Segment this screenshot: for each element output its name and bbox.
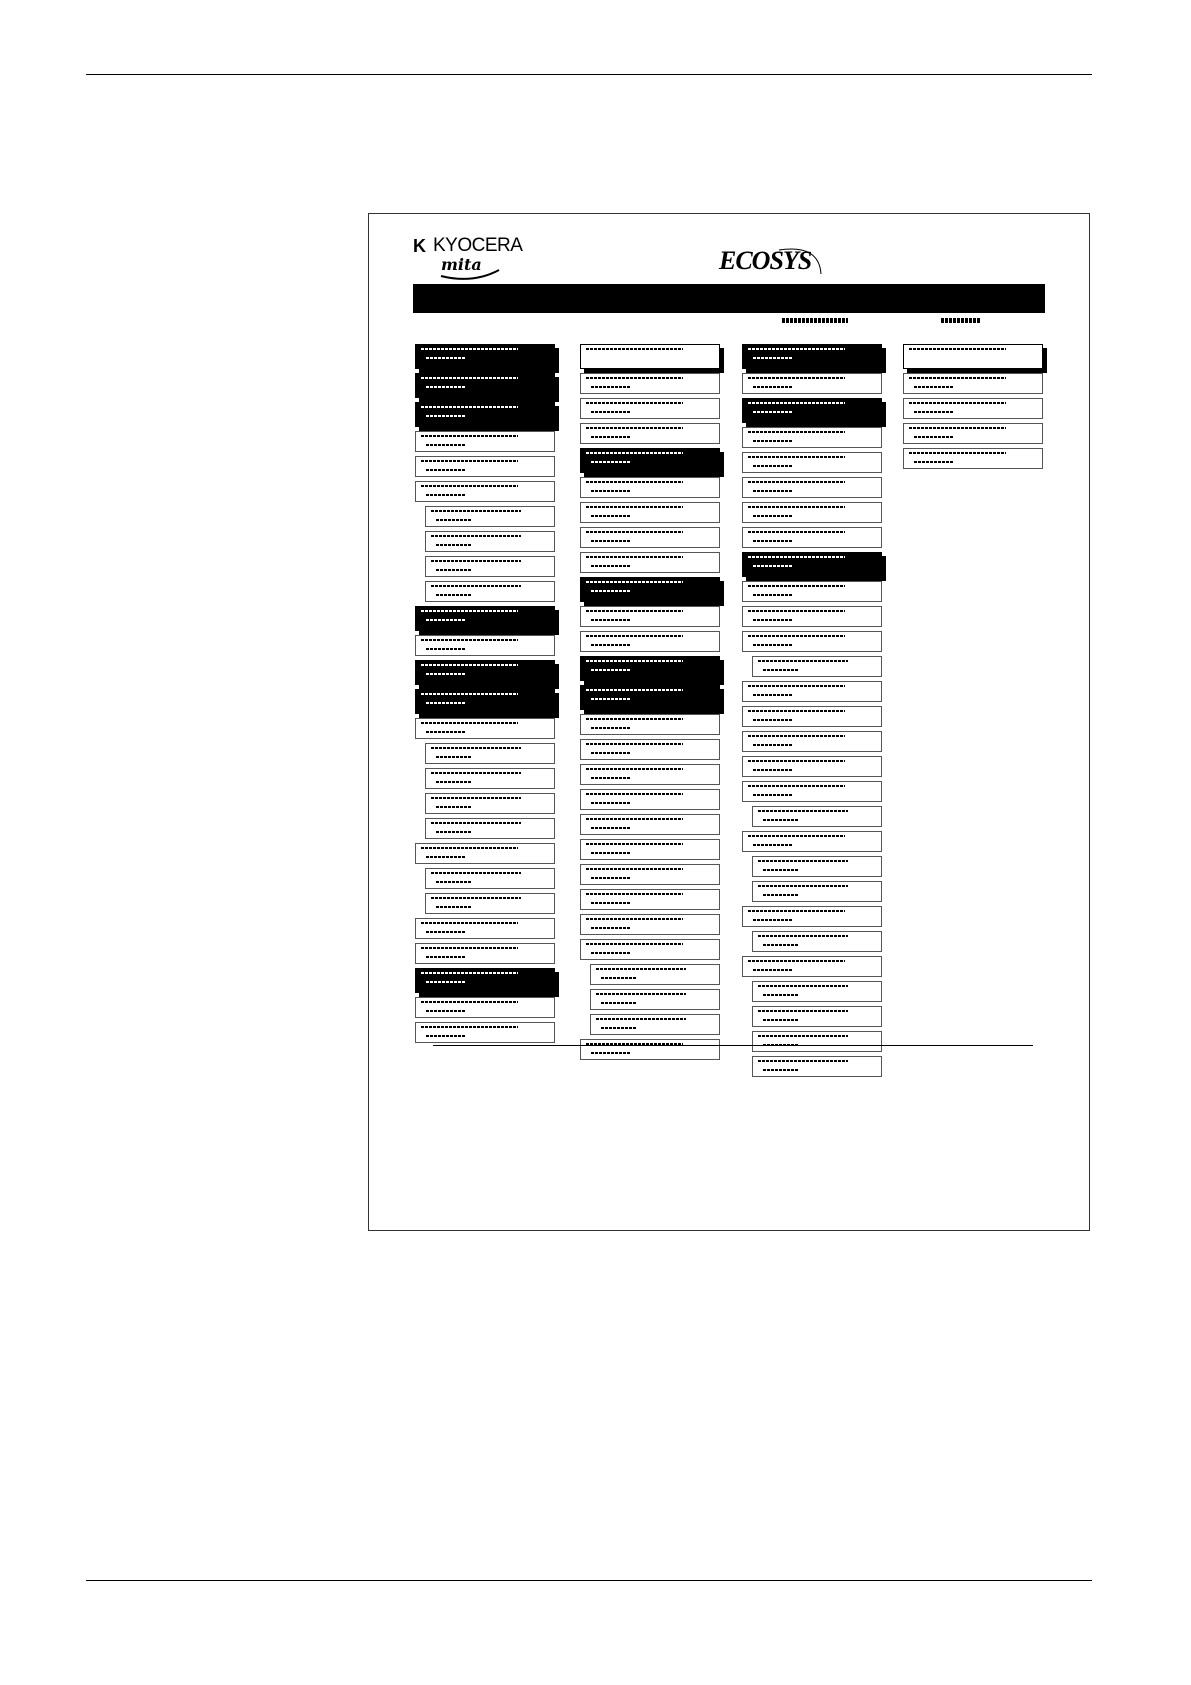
- menu-item-value: [591, 902, 630, 904]
- menu-item-value: [753, 440, 792, 442]
- menu-item-label: [909, 377, 1006, 379]
- menu-item-label: [909, 402, 1006, 404]
- menu-item: [580, 764, 720, 785]
- menu-item-value: [436, 881, 472, 883]
- menu-item-value: [426, 931, 465, 933]
- menu-item-label: [586, 843, 683, 845]
- menu-item-value: [426, 702, 465, 704]
- menu-item: [580, 631, 720, 652]
- menu-item-value: [601, 1002, 637, 1004]
- menu-item: [580, 527, 720, 548]
- menu-item-label: [421, 377, 518, 379]
- menu-item-label: [421, 639, 518, 641]
- menu-item: [415, 431, 555, 452]
- menu-item: [580, 739, 720, 760]
- menu-item-label: [586, 402, 683, 404]
- menu-item-label: [431, 872, 521, 874]
- menu-item-label: [909, 348, 1006, 350]
- menu-item-value: [591, 927, 630, 929]
- menu-item-value: [426, 1035, 465, 1037]
- column-heading-3: [782, 318, 848, 323]
- menu-item: [742, 706, 882, 727]
- menu-item: [415, 843, 555, 864]
- menu-item: [580, 1039, 720, 1060]
- menu-item-value: [753, 386, 792, 388]
- menu-item-value: [753, 465, 792, 467]
- menu-item-label: [909, 452, 1006, 454]
- menu-item-label: [758, 810, 848, 812]
- menu-item-label: [758, 1010, 848, 1012]
- menu-item-label: [586, 868, 683, 870]
- menu-item: [415, 943, 555, 964]
- menu-item-value: [436, 781, 472, 783]
- menu-item-label: [421, 847, 518, 849]
- menu-item-value: [426, 619, 465, 621]
- menu-item-value: [591, 490, 630, 492]
- menu-item: [903, 373, 1043, 394]
- menu-item: [903, 448, 1043, 469]
- menu-item: [903, 423, 1043, 444]
- menu-item: [590, 989, 720, 1010]
- menu-item-value: [753, 594, 792, 596]
- menu-item-label: [421, 460, 518, 462]
- menu-item-label: [586, 481, 683, 483]
- menu-item-label: [596, 993, 686, 995]
- menu-item-label: [758, 1060, 848, 1062]
- menu-item-label: [758, 860, 848, 862]
- menu-item: [425, 868, 555, 889]
- footer-rule: [86, 1580, 1092, 1581]
- menu-item-label: [596, 968, 686, 970]
- menu-item-value: [591, 590, 630, 592]
- menu-item-label: [431, 822, 521, 824]
- menu-item-label: [586, 635, 683, 637]
- menu-item-value: [591, 827, 630, 829]
- menu-item: [742, 831, 882, 852]
- menu-item: [742, 756, 882, 777]
- menu-item-value: [591, 727, 630, 729]
- menu-item-value: [426, 386, 465, 388]
- menu-item-value: [591, 619, 630, 621]
- menu-group-header: [742, 552, 882, 577]
- menu-column-1: [415, 344, 555, 1047]
- menu-item-value: [763, 819, 799, 821]
- menu-item-value: [753, 694, 792, 696]
- menu-item-label: [909, 427, 1006, 429]
- menu-item: [752, 881, 882, 902]
- menu-item: [903, 398, 1043, 419]
- menu-item-value: [591, 1052, 630, 1054]
- menu-item-value: [753, 619, 792, 621]
- menu-item-label: [586, 506, 683, 508]
- menu-group-header: [580, 656, 720, 681]
- ecosys-wordmark: ECOSYS: [719, 246, 812, 275]
- menu-item: [742, 956, 882, 977]
- menu-item-value: [601, 977, 637, 979]
- menu-item-label: [748, 835, 845, 837]
- menu-item-label: [431, 897, 521, 899]
- menu-column-3: [742, 344, 882, 1081]
- menu-item: [415, 918, 555, 939]
- menu-item: [580, 477, 720, 498]
- menu-item-value: [763, 894, 799, 896]
- menu-item-value: [763, 1069, 799, 1071]
- menu-item: [580, 398, 720, 419]
- menu-item: [742, 906, 882, 927]
- menu-item-value: [591, 565, 630, 567]
- menu-item-label: [586, 377, 683, 379]
- kyocera-mita-logo: [413, 232, 523, 286]
- menu-item: [425, 743, 555, 764]
- menu-item-value: [591, 411, 630, 413]
- menu-item: [425, 818, 555, 839]
- menu-item-label: [748, 348, 845, 350]
- menu-item: [752, 806, 882, 827]
- menu-item-label: [748, 910, 845, 912]
- menu-item-value: [753, 357, 792, 359]
- menu-item-value: [591, 436, 630, 438]
- menu-item: [425, 506, 555, 527]
- menu-item-value: [426, 1010, 465, 1012]
- menu-item-label: [758, 660, 848, 662]
- menu-item-label: [586, 893, 683, 895]
- menu-item: [415, 481, 555, 502]
- menu-item-label: [421, 406, 518, 408]
- swoosh-icon: [413, 232, 505, 286]
- menu-item-value: [591, 644, 630, 646]
- menu-item-value: [426, 444, 465, 446]
- menu-group-header: [903, 344, 1043, 369]
- menu-item-value: [426, 415, 465, 417]
- menu-item: [742, 477, 882, 498]
- menu-item: [425, 893, 555, 914]
- menu-item: [752, 1006, 882, 1027]
- menu-item-label: [421, 722, 518, 724]
- menu-item-label: [586, 743, 683, 745]
- menu-item: [742, 452, 882, 473]
- menu-group-header: [415, 660, 555, 685]
- menu-item: [742, 373, 882, 394]
- menu-item-label: [748, 585, 845, 587]
- menu-item: [415, 718, 555, 739]
- menu-item-value: [591, 752, 630, 754]
- menu-item-label: [748, 785, 845, 787]
- menu-item-value: [763, 669, 799, 671]
- menu-item-label: [421, 348, 518, 350]
- menu-item: [752, 1031, 882, 1052]
- menu-item-value: [436, 831, 472, 833]
- menu-item-label: [421, 485, 518, 487]
- menu-column-2: [580, 344, 720, 1064]
- menu-item-value: [591, 802, 630, 804]
- menu-item: [590, 1014, 720, 1035]
- menu-item: [742, 731, 882, 752]
- menu-item-value: [601, 1027, 637, 1029]
- menu-item: [580, 914, 720, 935]
- menu-item: [752, 856, 882, 877]
- menu-item-label: [748, 377, 845, 379]
- menu-item-label: [586, 818, 683, 820]
- menu-item-value: [753, 644, 792, 646]
- menu-group-header: [415, 689, 555, 714]
- menu-item-value: [753, 719, 792, 721]
- menu-item: [415, 1022, 555, 1043]
- menu-item-value: [763, 994, 799, 996]
- menu-item-value: [763, 944, 799, 946]
- menu-item-label: [748, 710, 845, 712]
- menu-item-value: [763, 869, 799, 871]
- menu-group-header: [580, 448, 720, 473]
- menu-item-value: [591, 386, 630, 388]
- menu-group-header: [415, 402, 555, 427]
- menu-item-value: [426, 956, 465, 958]
- menu-item-value: [426, 648, 465, 650]
- menu-item-value: [914, 386, 953, 388]
- menu-item-label: [758, 1035, 848, 1037]
- menu-item-value: [436, 594, 472, 596]
- menu-item-label: [758, 935, 848, 937]
- menu-item: [425, 581, 555, 602]
- menu-item: [580, 714, 720, 735]
- menu-item-label: [748, 960, 845, 962]
- menu-item: [580, 939, 720, 960]
- menu-item-label: [748, 610, 845, 612]
- menu-item: [752, 656, 882, 677]
- menu-group-header: [415, 968, 555, 993]
- menu-item-label: [758, 885, 848, 887]
- mita-wordmark: mita: [441, 255, 482, 274]
- menu-item-label: [586, 348, 683, 350]
- menu-item-value: [426, 357, 465, 359]
- menu-item: [742, 781, 882, 802]
- menu-item-label: [748, 760, 845, 762]
- menu-item-label: [431, 797, 521, 799]
- ecosys-logo: [719, 240, 829, 280]
- menu-item: [425, 793, 555, 814]
- menu-item-label: [421, 1001, 518, 1003]
- menu-item-value: [426, 981, 465, 983]
- menu-item-value: [591, 777, 630, 779]
- menu-item: [742, 581, 882, 602]
- menu-item-value: [436, 519, 472, 521]
- menu-item-value: [426, 856, 465, 858]
- kyocera-mark-icon: K: [413, 236, 426, 256]
- menu-item-value: [591, 461, 630, 463]
- menu-item-label: [586, 768, 683, 770]
- menu-item-label: [748, 402, 845, 404]
- menu-item: [580, 814, 720, 835]
- menu-item-value: [426, 494, 465, 496]
- menu-item-label: [431, 747, 521, 749]
- menu-item-value: [436, 806, 472, 808]
- menu-item-value: [753, 565, 792, 567]
- menu-group-header: [742, 344, 882, 369]
- menu-item: [580, 606, 720, 627]
- menu-item: [580, 889, 720, 910]
- menu-item-value: [591, 852, 630, 854]
- menu-item-value: [753, 411, 792, 413]
- menu-item-value: [914, 436, 953, 438]
- menu-item-label: [431, 560, 521, 562]
- header-rule: [86, 74, 1092, 75]
- menu-item-label: [421, 972, 518, 974]
- menu-item-value: [753, 540, 792, 542]
- menu-item-label: [421, 693, 518, 695]
- menu-item-value: [426, 469, 465, 471]
- menu-item: [752, 931, 882, 952]
- menu-item-label: [421, 664, 518, 666]
- menu-item-label: [596, 1018, 686, 1020]
- menu-item-value: [591, 877, 630, 879]
- menu-item-label: [431, 535, 521, 537]
- menu-item-label: [586, 689, 683, 691]
- menu-item-label: [586, 793, 683, 795]
- menu-item-label: [748, 456, 845, 458]
- menu-item-value: [436, 756, 472, 758]
- menu-item-value: [426, 673, 465, 675]
- menu-item-label: [431, 772, 521, 774]
- menu-item-value: [591, 952, 630, 954]
- menu-item-value: [436, 569, 472, 571]
- menu-item: [580, 789, 720, 810]
- menu-item: [580, 502, 720, 523]
- menu-item-value: [753, 794, 792, 796]
- menu-item-label: [586, 660, 683, 662]
- menu-item-label: [586, 610, 683, 612]
- menu-item-label: [421, 922, 518, 924]
- menu-item-label: [421, 610, 518, 612]
- menu-item: [590, 964, 720, 985]
- menu-item-label: [586, 427, 683, 429]
- menu-item-label: [586, 531, 683, 533]
- menu-item-value: [436, 906, 472, 908]
- menu-item: [742, 427, 882, 448]
- menu-item: [425, 531, 555, 552]
- menu-item-value: [753, 919, 792, 921]
- menu-item-value: [914, 411, 953, 413]
- menu-item-value: [753, 515, 792, 517]
- menu-item: [742, 502, 882, 523]
- menu-item-label: [586, 918, 683, 920]
- menu-item: [752, 1056, 882, 1077]
- menu-item-label: [748, 431, 845, 433]
- column-heading-4: [941, 318, 981, 323]
- menu-item-label: [748, 531, 845, 533]
- menu-item: [425, 768, 555, 789]
- menu-item: [580, 864, 720, 885]
- menu-item-label: [586, 581, 683, 583]
- menu-item-label: [421, 947, 518, 949]
- menu-item: [742, 681, 882, 702]
- menu-item-label: [748, 635, 845, 637]
- menu-item: [580, 839, 720, 860]
- menu-item-label: [431, 510, 521, 512]
- menu-group-header: [415, 373, 555, 398]
- menu-item-label: [748, 506, 845, 508]
- menu-item-value: [753, 969, 792, 971]
- menu-item-label: [586, 556, 683, 558]
- menu-item: [415, 635, 555, 656]
- menu-item-value: [914, 461, 953, 463]
- menu-item-value: [763, 1019, 799, 1021]
- menu-item-label: [748, 556, 845, 558]
- menu-item: [425, 556, 555, 577]
- title-banner: [413, 284, 1045, 313]
- menu-item: [415, 997, 555, 1018]
- menu-item-value: [753, 490, 792, 492]
- ecosys-arc-icon: [719, 240, 829, 280]
- menu-item: [742, 527, 882, 548]
- menu-item-value: [591, 515, 630, 517]
- menu-item-label: [586, 452, 683, 454]
- menu-item-label: [431, 585, 521, 587]
- menu-item-label: [586, 718, 683, 720]
- menu-group-header: [580, 685, 720, 710]
- menu-item-label: [748, 685, 845, 687]
- menu-group-header: [580, 577, 720, 602]
- menu-item: [742, 606, 882, 627]
- menu-item: [580, 373, 720, 394]
- menu-item: [580, 552, 720, 573]
- kyocera-wordmark: KYOCERA: [433, 235, 523, 256]
- menu-item-value: [591, 540, 630, 542]
- menu-group-header: [415, 344, 555, 369]
- menu-column-4: [903, 344, 1043, 473]
- menu-group-header: [580, 344, 720, 369]
- menu-item: [742, 631, 882, 652]
- menu-item-label: [748, 481, 845, 483]
- menu-item-label: [758, 985, 848, 987]
- menu-item-label: [421, 1026, 518, 1028]
- menu-item: [415, 456, 555, 477]
- menu-item: [580, 423, 720, 444]
- menu-group-header: [742, 398, 882, 423]
- menu-group-header: [415, 606, 555, 631]
- menu-item-value: [914, 357, 953, 359]
- menu-item-value: [436, 544, 472, 546]
- menu-item-value: [426, 731, 465, 733]
- menu-item-label: [421, 435, 518, 437]
- menu-item-value: [591, 357, 630, 359]
- figure-rule: [433, 1045, 1033, 1046]
- menu-item-value: [753, 769, 792, 771]
- menu-item: [752, 981, 882, 1002]
- menu-item-value: [753, 844, 792, 846]
- menu-item-value: [753, 744, 792, 746]
- menu-map-figure: [368, 213, 1090, 1231]
- menu-item-label: [586, 943, 683, 945]
- menu-item-value: [591, 669, 630, 671]
- menu-item-value: [591, 698, 630, 700]
- menu-item-label: [748, 735, 845, 737]
